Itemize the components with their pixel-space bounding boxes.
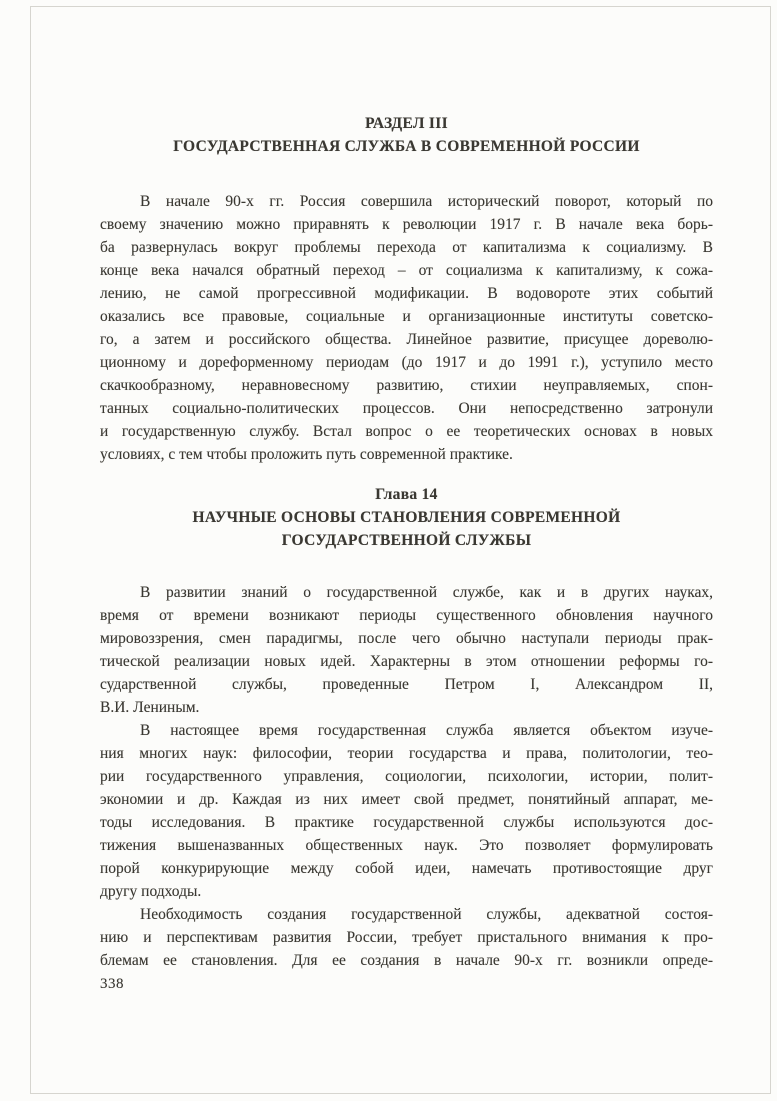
text-line: и государственную службу. Встал вопрос о ее теоретических основах в новых [100, 423, 713, 440]
text-line: ния многих наук: философии, теории государства и права, политологии, тео- [100, 745, 713, 762]
text-line: скачкообразному, неравновесному развитию, стихии неуправляемых, спон- [100, 377, 713, 394]
text-line: порой конкурирующие между собой идеи, намечать противостоящие друг [100, 860, 713, 877]
chapter-title-line2: ГОСУДАРСТВЕННОЙ СЛУЖБЫ [281, 532, 532, 549]
text-line: сударственной службы, проведенные Петром I, Александром II, [100, 676, 713, 693]
text-line: тоды исследования. В практике государственной службы используются дос- [100, 814, 713, 831]
text-line: конце века начался обратный переход – от социализма к капитализму, к сожа- [100, 262, 713, 279]
section-title: ГОСУДАРСТВЕННАЯ СЛУЖБА В СОВРЕМЕННОЙ РОССИИ [173, 138, 640, 155]
body-paragraph-1 [100, 581, 713, 719]
body-paragraph-3 [100, 903, 713, 972]
text-line: танных социально-политических процессов. Они непосредственно затронули [100, 400, 713, 417]
text-line: своему значению можно приравнять к революции 1917 г. В начале века борь- [100, 216, 713, 233]
text-line: рии государственного управления, социологии, психологии, истории, полит- [100, 768, 713, 785]
body-paragraph-2 [100, 719, 713, 903]
page-content [100, 112, 713, 972]
text-line: тижения вышеназванных общественных наук. Это позволяет формулировать [100, 837, 713, 854]
text-line: тической реализации новых идей. Характерны в этом отношении реформы го- [100, 653, 713, 670]
text-line: ционному и дореформенному периодам (до 1917 и до 1991 г.), уступило место [100, 354, 713, 371]
text-line: условиях, с тем чтобы проложить путь современной практике. [100, 446, 513, 463]
chapter-kicker: Глава 14 [375, 486, 438, 503]
intro-paragraph [100, 190, 713, 466]
text-line: ба развернулась вокруг проблемы перехода от капитализма к социализму. В [100, 239, 713, 256]
text-line: экономии и др. Каждая из них имеет свой предмет, понятийный аппарат, ме- [100, 791, 713, 808]
chapter-title-line1: НАУЧНЫЕ ОСНОВЫ СТАНОВЛЕНИЯ СОВРЕМЕННОЙ [192, 509, 621, 526]
section-kicker: РАЗДЕЛ III [365, 115, 448, 132]
text-line: мировоззрения, смен парадигмы, после чего обычно наступали периоды прак- [100, 630, 713, 647]
text-line: нию и перспективам развития России, требует пристального внимания к про- [100, 929, 713, 946]
text-line: другу подходы. [100, 883, 202, 900]
text-line: оказались все правовые, социальные и организационные институты советско- [100, 308, 713, 325]
text-line: лению, не самой прогрессивной модификации. В водовороте этих событий [100, 285, 713, 302]
text-line: Необходимость создания государственной службы, адекватной состоя- [140, 906, 713, 923]
text-line: В настоящее время государственная служба является объектом изуче- [140, 722, 713, 739]
text-line: В развитии знаний о государственной службе, как и в других науках, [140, 584, 713, 601]
text-line: В начале 90-х гг. Россия совершила исторический поворот, который по [140, 193, 713, 210]
text-line: блемам ее становления. Для ее создания в начале 90-х гг. возникли опреде- [100, 952, 713, 969]
text-line: время от времени возникают периоды существенного обновления научного [100, 607, 713, 624]
chapter-heading [100, 483, 713, 552]
page-number: 338 [100, 976, 124, 992]
text-line: го, а затем и российского общества. Линейное развитие, присущее дореволю- [100, 331, 713, 348]
text-line: В.И. Лениным. [100, 699, 200, 716]
section-heading [100, 112, 713, 158]
